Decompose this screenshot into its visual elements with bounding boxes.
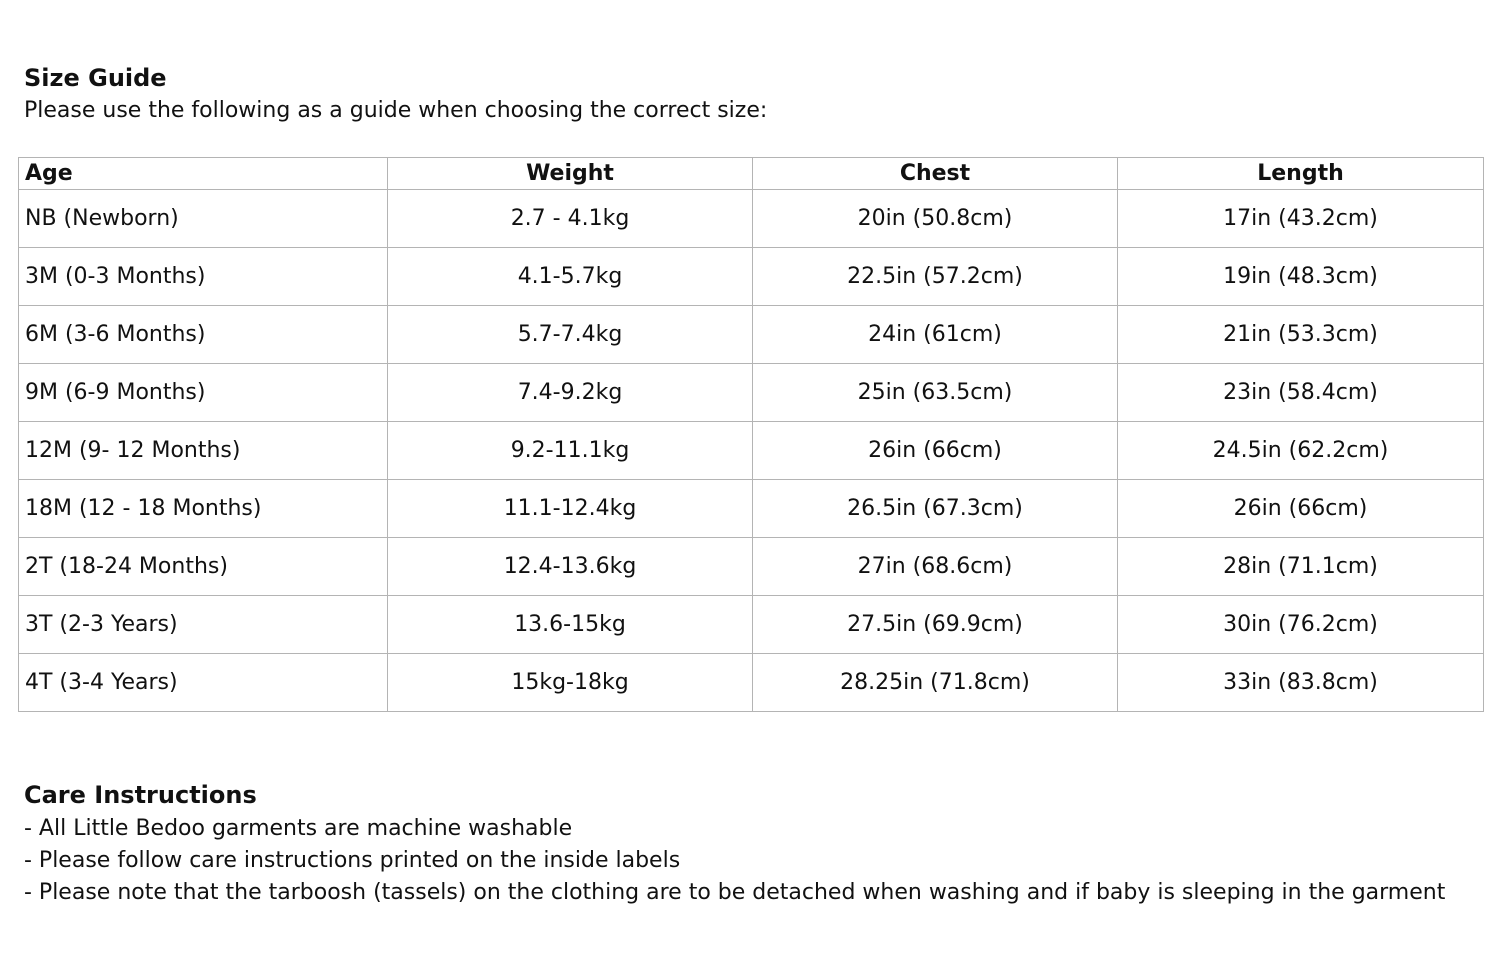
column-header-chest: Chest: [753, 158, 1118, 190]
table-header-row: [19, 158, 1484, 190]
size-table: [18, 157, 1484, 712]
size-guide-intro: Please use the following as a guide when choosing the correct size:: [24, 98, 768, 123]
cell-length: 21in (53.3cm): [1118, 306, 1484, 364]
cell-age: 12M (9- 12 Months): [19, 422, 388, 480]
table-row: [19, 654, 1484, 712]
table-row: [19, 596, 1484, 654]
cell-age: 2T (18-24 Months): [19, 538, 388, 596]
list-item: - All Little Bedoo garments are machine washable: [24, 816, 573, 841]
table-row: [19, 306, 1484, 364]
table-row: [19, 248, 1484, 306]
cell-chest: 20in (50.8cm): [753, 190, 1118, 248]
cell-chest: 25in (63.5cm): [753, 364, 1118, 422]
cell-chest: 24in (61cm): [753, 306, 1118, 364]
cell-age: 3T (2-3 Years): [19, 596, 388, 654]
table-row: [19, 538, 1484, 596]
cell-age: 4T (3-4 Years): [19, 654, 388, 712]
cell-weight: 4.1-5.7kg: [388, 248, 753, 306]
cell-age: 6M (3-6 Months): [19, 306, 388, 364]
cell-chest: 26in (66cm): [753, 422, 1118, 480]
table-row: [19, 422, 1484, 480]
column-header-length: Length: [1118, 158, 1484, 190]
cell-length: 17in (43.2cm): [1118, 190, 1484, 248]
cell-age: 3M (0-3 Months): [19, 248, 388, 306]
cell-chest: 27.5in (69.9cm): [753, 596, 1118, 654]
cell-chest: 28.25in (71.8cm): [753, 654, 1118, 712]
care-instructions-title: Care Instructions: [24, 781, 257, 809]
cell-weight: 9.2-11.1kg: [388, 422, 753, 480]
cell-age: NB (Newborn): [19, 190, 388, 248]
cell-length: 28in (71.1cm): [1118, 538, 1484, 596]
cell-weight: 5.7-7.4kg: [388, 306, 753, 364]
table-row: [19, 364, 1484, 422]
cell-weight: 2.7 - 4.1kg: [388, 190, 753, 248]
cell-weight: 12.4-13.6kg: [388, 538, 753, 596]
cell-length: 33in (83.8cm): [1118, 654, 1484, 712]
cell-age: 9M (6-9 Months): [19, 364, 388, 422]
table-row: [19, 480, 1484, 538]
list-item: - Please follow care instructions printed on the inside labels: [24, 848, 681, 873]
cell-length: 24.5in (62.2cm): [1118, 422, 1484, 480]
cell-weight: 11.1-12.4kg: [388, 480, 753, 538]
cell-chest: 27in (68.6cm): [753, 538, 1118, 596]
list-item: - Please note that the tarboosh (tassels) on the clothing are to be detached when washing and if baby is sleeping in the garment: [24, 880, 1446, 905]
cell-length: 23in (58.4cm): [1118, 364, 1484, 422]
cell-length: 26in (66cm): [1118, 480, 1484, 538]
cell-age: 18M (12 - 18 Months): [19, 480, 388, 538]
cell-weight: 7.4-9.2kg: [388, 364, 753, 422]
size-guide-title: Size Guide: [24, 64, 167, 92]
cell-weight: 15kg-18kg: [388, 654, 753, 712]
column-header-age: Age: [19, 158, 388, 190]
column-header-weight: Weight: [388, 158, 753, 190]
cell-chest: 26.5in (67.3cm): [753, 480, 1118, 538]
table-row: [19, 190, 1484, 248]
cell-length: 30in (76.2cm): [1118, 596, 1484, 654]
cell-weight: 13.6-15kg: [388, 596, 753, 654]
cell-length: 19in (48.3cm): [1118, 248, 1484, 306]
care-instructions-list: [24, 813, 1445, 909]
cell-chest: 22.5in (57.2cm): [753, 248, 1118, 306]
